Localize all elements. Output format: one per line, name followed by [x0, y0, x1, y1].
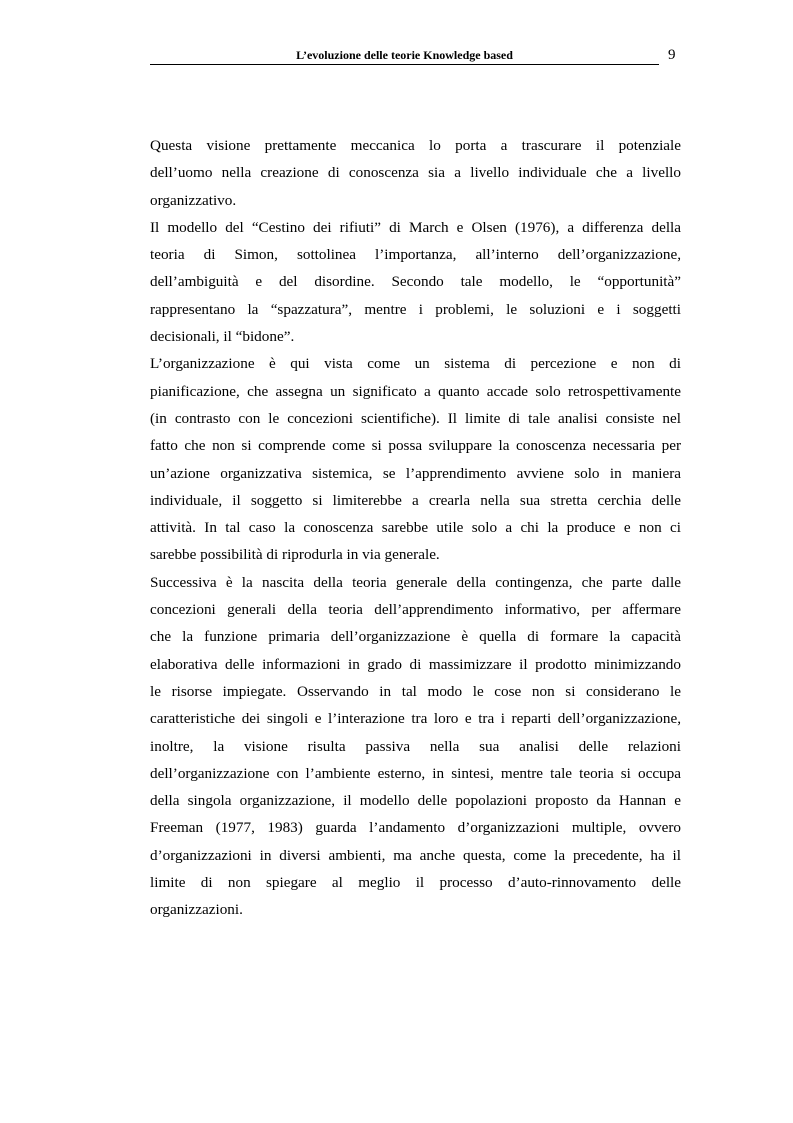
text-line: individuale, il soggetto si limiterebbe a crearla nella sua stretta cerchia delle — [150, 491, 681, 509]
text-line: limite di non spiegare al meglio il processo d’auto-rinnovamento delle — [150, 874, 681, 892]
text-line: rappresentano la “spazzatura”, mentre i problemi, le soluzioni e i soggetti — [150, 300, 681, 318]
text-line: L’organizzazione è qui vista come un sistema di percezione e non di — [150, 355, 681, 373]
running-header — [150, 48, 659, 65]
text-line: fatto che non si comprende come si possa sviluppare la conoscenza necessaria per — [150, 437, 681, 455]
header-title: L’evoluzione delle teorie Knowledge based — [296, 48, 513, 62]
text-line: che la funzione primaria dell’organizzazione è quella di formare la capacità — [150, 628, 681, 646]
text-line: inoltre, la visione risulta passiva nella sua analisi delle relazioni — [150, 737, 681, 755]
text-line: concezioni generali della teoria dell’apprendimento informativo, per affermare — [150, 601, 681, 619]
text-line: sarebbe possibilità di riprodurla in via generale. — [150, 546, 440, 564]
text-line: un’azione organizzativa sistemica, se l’apprendimento avviene solo in maniera — [150, 464, 681, 482]
text-line: attività. In tal caso la conoscenza sarebbe utile solo a chi la produce e non ci — [150, 519, 681, 537]
body-text — [150, 132, 681, 924]
page-number: 9 — [668, 47, 676, 63]
text-line: decisionali, il “bidone”. — [150, 328, 295, 346]
text-line: Successiva è la nascita della teoria generale della contingenza, che parte dalle — [150, 573, 681, 591]
text-line: Il modello del “Cestino dei rifiuti” di March e Olsen (1976), a differenza della — [150, 218, 681, 236]
text-line: le risorse impiegate. Osservando in tal modo le cose non si considerano le — [150, 682, 681, 700]
text-line: (in contrasto con le concezioni scientifiche). Il limite di tale analisi consiste nel — [150, 409, 681, 427]
text-line: organizzazioni. — [150, 901, 243, 919]
text-line: Questa visione prettamente meccanica lo porta a trascurare il potenziale — [150, 137, 681, 154]
text-line: della singola organizzazione, il modello delle popolazioni proposto da Hannan e — [150, 792, 681, 810]
text-line: caratteristiche dei singoli e l’interazione tra loro e tra i reparti dell’organizzazione, — [150, 710, 681, 728]
text-line: dell’organizzazione con l’ambiente esterno, in sintesi, mentre tale teoria si occupa — [150, 764, 681, 782]
text-line: organizzativo. — [150, 191, 237, 209]
text-line: dell’ambiguità e del disordine. Secondo tale modello, le “opportunità” — [150, 273, 681, 291]
text-line: Freeman (1977, 1983) guarda l’andamento d’organizzazioni multiple, ovvero — [150, 819, 681, 837]
text-line: pianificazione, che assegna un significato a quanto accade solo retrospettivamente — [150, 382, 681, 400]
text-line: teoria di Simon, sottolinea l’importanza, all’interno dell’organizzazione, — [150, 246, 681, 264]
text-line: d’organizzazioni in diversi ambienti, ma anche questa, come la precedente, ha il — [150, 846, 681, 864]
text-line: dell’uomo nella creazione di conoscenza sia a livello individuale che a livello — [150, 164, 681, 182]
text-line: elaborativa delle informazioni in grado di massimizzare il prodotto minimizzando — [150, 655, 681, 673]
